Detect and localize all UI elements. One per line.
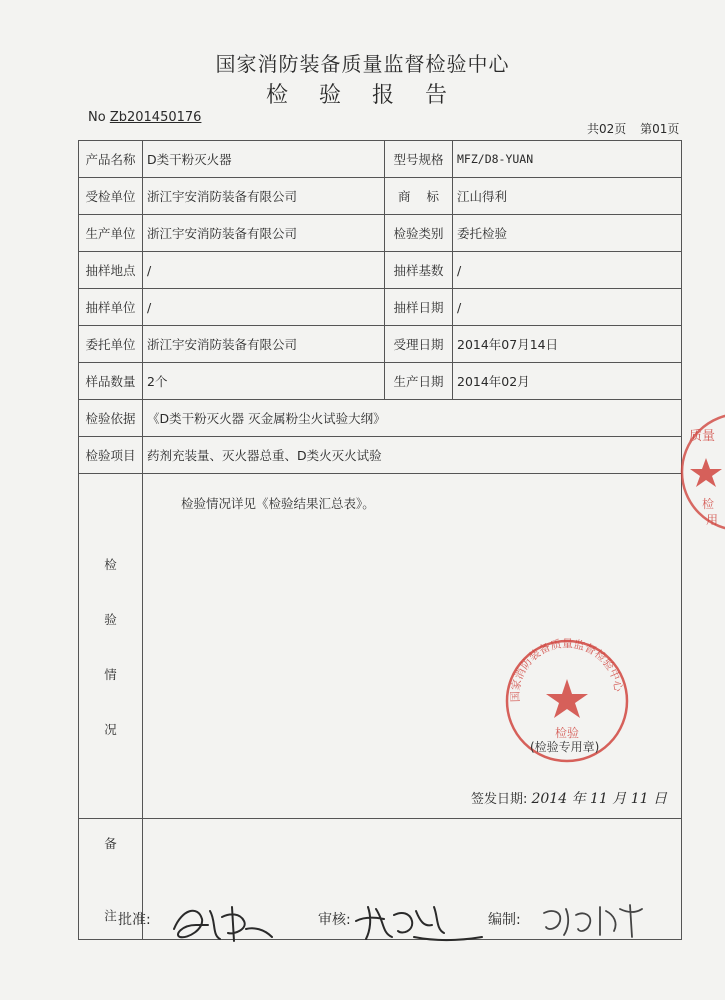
total-pages: 共02页 — [587, 122, 627, 136]
report-table — [78, 140, 682, 940]
seal-ring-text: 国家消防装备质量监督检验中心 — [508, 637, 626, 703]
review-signature — [354, 897, 484, 947]
center-name: 国家消防装备质量监督检验中心 — [215, 52, 510, 76]
sampling-base-value: / — [453, 252, 682, 289]
production-date-value: 2014年02月 — [453, 363, 682, 400]
trademark-value: 江山得利 — [453, 178, 682, 215]
result-label-char: 验 — [104, 611, 117, 627]
table-row — [79, 215, 682, 252]
edit-label: 编制: — [488, 912, 521, 928]
table-row — [79, 252, 682, 289]
inspected-unit-label: 受检单位 — [79, 178, 143, 215]
sampling-place-value: / — [143, 252, 385, 289]
issue-date-value: 2014 年 11 月 11 日 — [531, 791, 667, 807]
side-seal-bottom-text-2: 用 — [705, 513, 719, 527]
basis-label: 检验依据 — [79, 400, 143, 437]
issue-date-label: 签发日期: — [470, 792, 528, 807]
sample-qty-label: 样品数量 — [79, 363, 143, 400]
table-row — [79, 400, 682, 437]
remarks-label-char: 备 — [104, 836, 117, 851]
inspection-type-value: 委托检验 — [453, 215, 682, 252]
sampling-unit-label: 抽样单位 — [79, 289, 143, 326]
seal-caption: (检验专用章) — [530, 740, 600, 754]
client-label: 委托单位 — [79, 326, 143, 363]
sample-qty-value: 2个 — [143, 363, 385, 400]
table-row — [79, 289, 682, 326]
seal-label: 检验 — [554, 726, 580, 740]
product-name-value: D类干粉灭火器 — [143, 141, 385, 178]
sampling-base-label: 抽样基数 — [385, 252, 453, 289]
side-seal-text: 质量 — [688, 429, 716, 444]
manufacturer-value: 浙江宇安消防装备有限公司 — [143, 215, 385, 252]
page-info — [587, 120, 679, 137]
result-label-char: 检 — [104, 556, 117, 572]
edit-signature — [540, 899, 650, 943]
sampling-unit-value: / — [143, 289, 385, 326]
issue-date — [471, 788, 667, 808]
production-date-label: 生产日期 — [385, 363, 453, 400]
report-title: 检 验 报 告 — [266, 83, 459, 108]
model-label: 型号规格 — [385, 141, 453, 178]
table-row — [79, 141, 682, 178]
sampling-place-label: 抽样地点 — [79, 252, 143, 289]
result-label-char: 况 — [104, 721, 117, 737]
report-number — [88, 110, 201, 125]
accept-date-value: 2014年07月14日 — [453, 326, 682, 363]
result-label-char: 情 — [104, 666, 117, 682]
side-seal-bottom-text: 检 — [701, 497, 715, 511]
inspection-type-label: 检验类别 — [385, 215, 453, 252]
items-value: 药剂充装量、灭火器总重、D类火灭火试验 — [143, 437, 682, 474]
items-label: 检验项目 — [79, 437, 143, 474]
seal-star-icon — [546, 679, 588, 718]
manufacturer-label: 生产单位 — [79, 215, 143, 252]
table-row — [79, 326, 682, 363]
remarks-label-char: 注 — [104, 908, 117, 923]
page-number: 第01页 — [640, 122, 680, 136]
result-label — [79, 474, 143, 819]
sampling-date-value: / — [453, 289, 682, 326]
approve-label: 批准: — [118, 912, 151, 928]
trademark-label: 商 标 — [385, 178, 453, 215]
sampling-date-label: 抽样日期 — [385, 289, 453, 326]
basis-value: 《D类干粉灭火器 灭金属粉尘火试验大纲》 — [143, 400, 682, 437]
inspected-unit-value: 浙江宇安消防装备有限公司 — [143, 178, 385, 215]
report-number-value: Zb201450176 — [109, 110, 202, 125]
model-value: MFZ/D8-YUAN — [453, 141, 682, 178]
review-label: 审核: — [318, 912, 351, 928]
client-value: 浙江宇安消防装备有限公司 — [143, 326, 385, 363]
table-row — [79, 437, 682, 474]
table-row — [79, 363, 682, 400]
result-text: 检验情况详见《检验结果汇总表》。 — [181, 496, 375, 511]
report-number-label: No — [88, 110, 106, 125]
accept-date-label: 受理日期 — [385, 326, 453, 363]
product-name-label: 产品名称 — [79, 141, 143, 178]
approve-signature — [168, 899, 278, 947]
signature-row — [0, 905, 725, 955]
side-seal-star-icon — [690, 458, 722, 487]
table-row — [79, 178, 682, 215]
side-seal — [680, 400, 725, 545]
